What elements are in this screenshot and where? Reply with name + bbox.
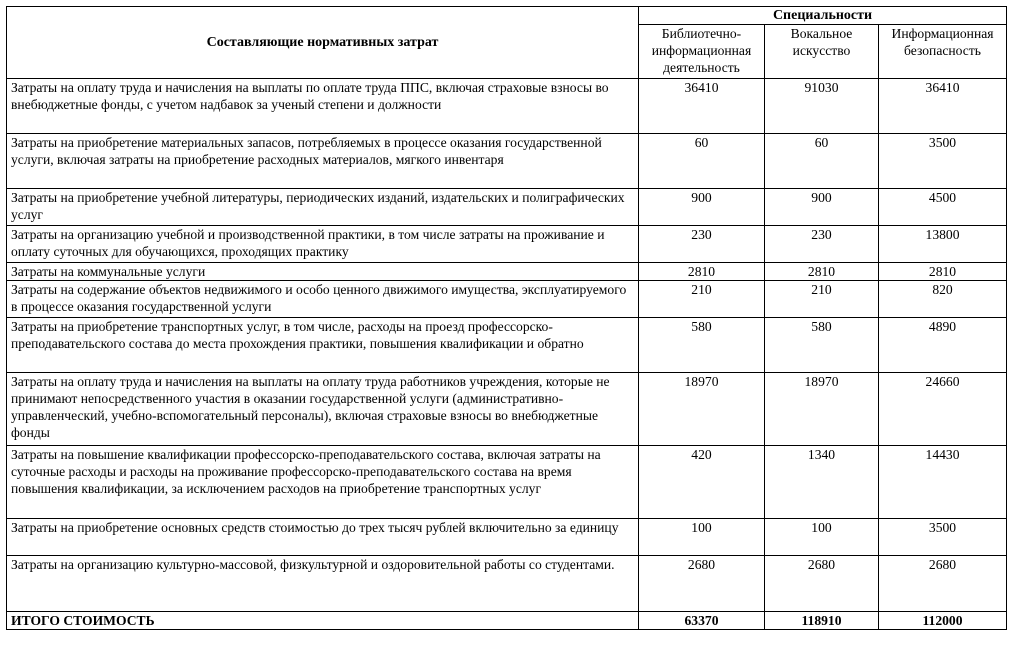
row-value-library: 230: [639, 226, 765, 263]
table-row: [7, 519, 1007, 556]
row-value-vocal: 18970: [765, 373, 879, 446]
table-row: [7, 281, 1007, 318]
row-value-vocal: 100: [765, 519, 879, 556]
row-label: Затраты на приобретение учебной литературы, периодических изданий, издательских и полиграфических услуг: [7, 189, 639, 226]
row-value-library: 210: [639, 281, 765, 318]
row-value-library: 36410: [639, 79, 765, 134]
row-value-vocal: 91030: [765, 79, 879, 134]
specialties-header: Специальности: [639, 7, 1007, 25]
row-value-vocal: 1340: [765, 446, 879, 519]
row-label: Затраты на содержание объектов недвижимого и особо ценного движимого имущества, эксплуатируемого в процессе оказания государственной услуги: [7, 281, 639, 318]
total-value-vocal: 118910: [765, 612, 879, 630]
row-value-infosec: 24660: [879, 373, 1007, 446]
header-row-top: [7, 7, 1007, 25]
table-row: [7, 79, 1007, 134]
row-value-vocal: 210: [765, 281, 879, 318]
row-label: Затраты на повышение квалификации профессорско-преподавательского состава, включая затраты на суточные расходы и расходы на проживание профессорско-преподавательского состава на время повышения квалификации, за исключением расходов на приобретение транспортных услуг: [7, 446, 639, 519]
table-row: [7, 318, 1007, 373]
row-value-infosec: 36410: [879, 79, 1007, 134]
table-row: [7, 226, 1007, 263]
row-value-library: 18970: [639, 373, 765, 446]
row-value-library: 100: [639, 519, 765, 556]
row-label: Затраты на оплату труда и начисления на выплаты на оплату труда работников учреждения, которые не принимают непосредственного участия в оказании государственной услуги (административно-управленческий, учебно-вспомогательный персоналы), включая страховые взносы во внебюджетные фонды: [7, 373, 639, 446]
row-value-vocal: 60: [765, 134, 879, 189]
table-row: [7, 373, 1007, 446]
total-row: [7, 612, 1007, 630]
components-header: Составляющие нормативных затрат: [7, 7, 639, 79]
row-value-vocal: 2810: [765, 263, 879, 281]
row-value-library: 2810: [639, 263, 765, 281]
table-row: [7, 189, 1007, 226]
table-row: [7, 446, 1007, 519]
specialty-library-header: Библиотечно-информационная деятельность: [639, 25, 765, 79]
row-value-library: 900: [639, 189, 765, 226]
table-row: [7, 263, 1007, 281]
specialty-infosec-header: Информационная безопасность: [879, 25, 1007, 79]
row-value-library: 2680: [639, 556, 765, 612]
total-value-library: 63370: [639, 612, 765, 630]
row-value-infosec: 2680: [879, 556, 1007, 612]
row-value-vocal: 580: [765, 318, 879, 373]
row-value-infosec: 14430: [879, 446, 1007, 519]
row-value-vocal: 900: [765, 189, 879, 226]
row-label: Затраты на коммунальные услуги: [7, 263, 639, 281]
row-label: Затраты на приобретение материальных запасов, потребляемых в процессе оказания государственной услуги, включая затраты на приобретение расходных материалов, мягкого инвентаря: [7, 134, 639, 189]
row-label: Затраты на приобретение транспортных услуг, в том числе, расходы на проезд профессорско-преподавательского состава до места прохождения практики, повышения квалификации и обратно: [7, 318, 639, 373]
cost-table: [6, 6, 1007, 630]
row-value-library: 580: [639, 318, 765, 373]
row-label: Затраты на организацию учебной и производственной практики, в том числе затраты на проживание и оплату суточных для обучающихся, проходящих практику: [7, 226, 639, 263]
table-row: [7, 556, 1007, 612]
row-value-infosec: 3500: [879, 134, 1007, 189]
row-value-library: 420: [639, 446, 765, 519]
total-label: ИТОГО СТОИМОСТЬ: [7, 612, 639, 630]
row-label: Затраты на приобретение основных средств стоимостью до трех тысяч рублей включительно за единицу: [7, 519, 639, 556]
row-value-infosec: 3500: [879, 519, 1007, 556]
specialty-vocal-header: Вокальное искусство: [765, 25, 879, 79]
row-value-vocal: 2680: [765, 556, 879, 612]
table-row: [7, 134, 1007, 189]
row-label: Затраты на оплату труда и начисления на выплаты по оплате труда ППС, включая страховые взносы во внебюджетные фонды, с учетом надбавок за ученый степени и должности: [7, 79, 639, 134]
row-label: Затраты на организацию культурно-массовой, физкультурной и оздоровительной работы со студентами.: [7, 556, 639, 612]
row-value-infosec: 820: [879, 281, 1007, 318]
row-value-infosec: 4890: [879, 318, 1007, 373]
row-value-infosec: 4500: [879, 189, 1007, 226]
total-value-infosec: 112000: [879, 612, 1007, 630]
row-value-library: 60: [639, 134, 765, 189]
row-value-vocal: 230: [765, 226, 879, 263]
row-value-infosec: 13800: [879, 226, 1007, 263]
row-value-infosec: 2810: [879, 263, 1007, 281]
